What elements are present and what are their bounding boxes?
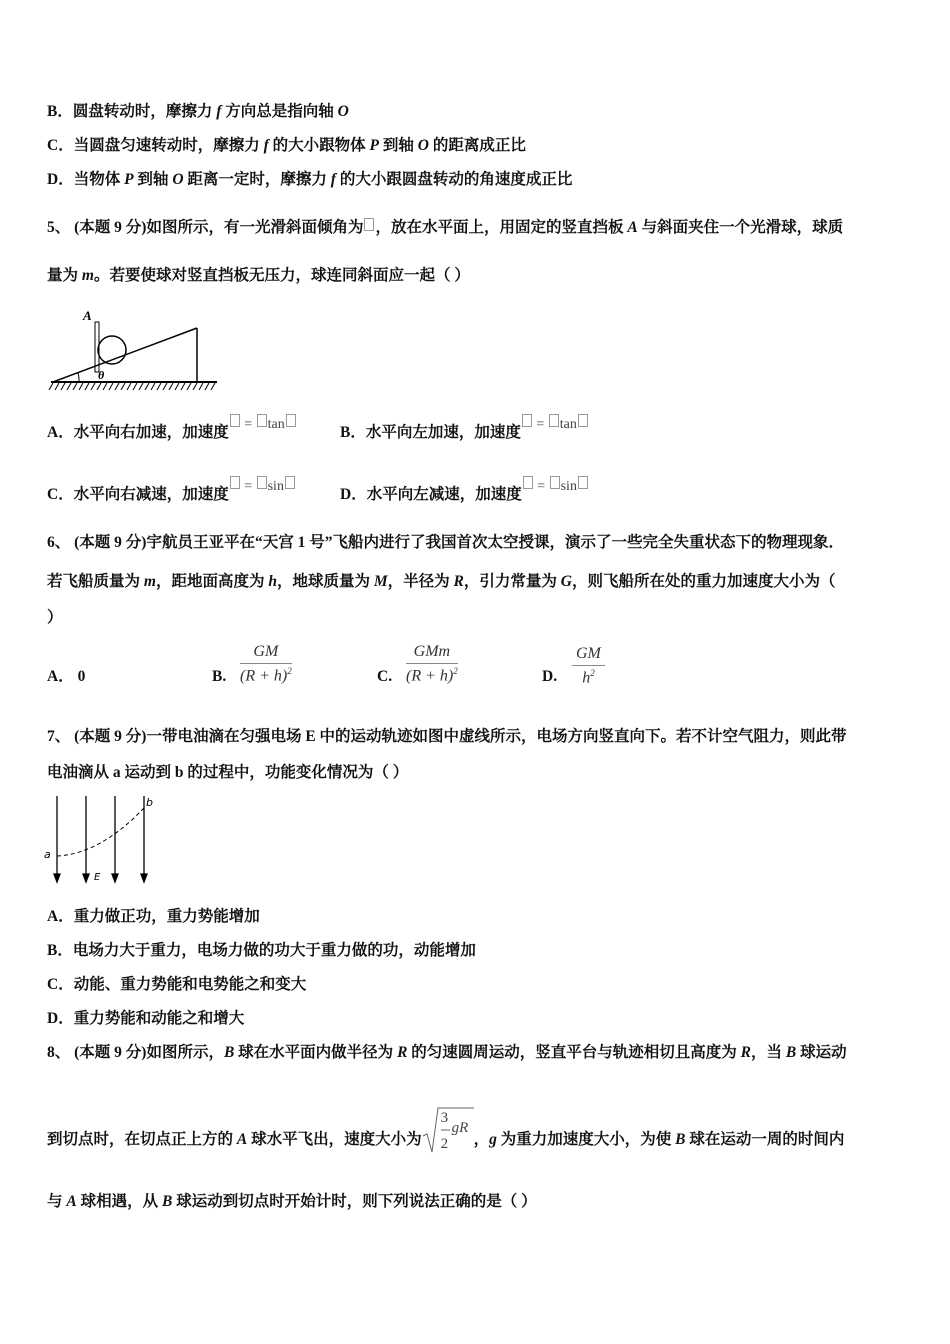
text-segment: R (397, 1044, 408, 1061)
text-segment: 球运动 (796, 1044, 847, 1061)
text-segment: 量为 (47, 267, 82, 284)
ground-hatch (181, 383, 185, 390)
text-segment: 与斜面夹住一个光滑球，球质 (637, 219, 844, 236)
denominator: (R + h) (240, 667, 288, 685)
sqrt-formula (422, 1110, 474, 1153)
text-segment: 电油滴从 a 运动到 b 的过程中，功能变化情况为（ ） (47, 764, 409, 781)
text-segment: B．电场力大于重力，电场力做的功大于重力做的功，动能增加 (47, 942, 476, 959)
denominator: h (582, 669, 591, 687)
exponent: 2 (287, 666, 292, 676)
angle-label: θ (98, 368, 105, 382)
ground-hatch (169, 383, 173, 390)
text-line (47, 218, 843, 238)
ground-hatch (61, 383, 65, 390)
numerator: GM (572, 645, 605, 666)
field-label: E (94, 872, 101, 883)
numerator: GM (240, 643, 292, 664)
ground-hatch (199, 383, 203, 390)
text-segment: 的大小跟物体 (268, 137, 370, 154)
plate-label: A (83, 308, 92, 323)
text-segment: D．当物体 (47, 171, 125, 188)
text-segment: ，当 (751, 1044, 786, 1061)
text-line (47, 102, 349, 122)
text-segment: 与 (47, 1193, 67, 1210)
text-line (47, 266, 470, 286)
ground-hatch (133, 383, 137, 390)
text-segment: A (66, 1193, 77, 1210)
text-line (47, 1009, 244, 1029)
formula: = (244, 417, 256, 432)
ground-hatch (127, 383, 131, 390)
option-text: D．水平向左减速，加速度 (340, 486, 522, 503)
incline-figure (47, 298, 222, 394)
exponent: 2 (590, 668, 595, 678)
text: B (675, 1131, 686, 1148)
option-value: 0 (77, 668, 86, 685)
ground-hatch (55, 383, 59, 390)
text-line (47, 608, 63, 628)
text-line (47, 1043, 847, 1063)
sqrt-numerator: 3 (440, 1110, 449, 1127)
text-line (47, 170, 572, 190)
missing-glyph-icon (364, 218, 374, 231)
text-segment: 的匀速圆周运动，竖直平台与轨迹相切且高度为 (407, 1044, 741, 1061)
text-segment: P (124, 171, 134, 188)
electric-field-figure (40, 792, 160, 887)
text-segment: A (627, 219, 638, 236)
text-segment: 到轴 (133, 171, 173, 188)
ground-hatch (91, 383, 95, 390)
text-segment: 的距离成正比 (428, 137, 526, 154)
ground-hatch (211, 383, 215, 390)
text: A (236, 1131, 248, 1148)
text-segment: C．当圆盘匀速转动时，摩擦力 (47, 137, 264, 154)
q6-option-c-label[interactable]: C. (377, 668, 393, 685)
text-segment: B (162, 1193, 173, 1210)
text-segment: D．重力势能和动能之和增大 (47, 1010, 245, 1027)
text-segment: m (143, 573, 156, 590)
option-text: B．水平向左加速，加速度 (340, 424, 521, 441)
text-segment: h (268, 573, 277, 590)
q5-option-b[interactable] (340, 417, 589, 444)
exponent: 2 (453, 666, 458, 676)
formula-fn: tan (559, 417, 577, 432)
text-line (47, 136, 526, 156)
point-a-label: a (44, 848, 51, 861)
text-segment: 球在水平面内做半径为 (234, 1044, 398, 1061)
ground-hatch (193, 383, 197, 390)
text-segment: 球相遇，从 (76, 1193, 162, 1210)
sqrt-denominator: 2 (440, 1136, 449, 1153)
ground-hatch (97, 383, 101, 390)
q6-option-a[interactable] (47, 667, 85, 687)
text-segment: 若飞船质量为 (47, 573, 144, 590)
formula-fn: sin (267, 479, 284, 494)
ground-hatch (175, 383, 179, 390)
ground-hatch (121, 383, 125, 390)
text-segment: ，引力常量为 (463, 573, 561, 590)
text-segment: 距离一定时，摩擦力 (183, 171, 331, 188)
text-line (47, 1192, 537, 1212)
q5-option-d[interactable] (340, 479, 589, 506)
q6-option-c-formula (406, 643, 458, 685)
q6-option-b-formula (240, 643, 292, 685)
q5-option-a[interactable] (47, 417, 297, 444)
text-segment: P (369, 137, 379, 154)
ground-hatch (103, 383, 107, 390)
text-segment: M (373, 573, 388, 590)
text-segment: ，放在水平面上，用固定的竖直挡板 (375, 219, 628, 236)
ground-hatch (79, 383, 83, 390)
ground-hatch (139, 383, 143, 390)
text-segment: C．动能、重力势能和电势能之和变大 (47, 976, 307, 993)
text-segment: f (216, 103, 222, 120)
text-line (47, 975, 306, 995)
option-text: A．水平向右加速，加速度 (47, 424, 229, 441)
q6-option-d-label[interactable]: D. (542, 668, 558, 685)
q6-option-b-label[interactable]: B. (212, 668, 227, 685)
formula-fn: tan (267, 417, 285, 432)
text-segment: B (223, 1044, 235, 1061)
text-segment: ，半径为 (387, 573, 454, 590)
text-segment: O (417, 137, 429, 154)
text: g (489, 1131, 497, 1148)
text-segment: 。若要使球对竖直挡板无压力，球连同斜面应一起（ ） (93, 267, 470, 284)
formula: = (244, 479, 256, 494)
option-text: C．水平向右减速，加速度 (47, 486, 229, 503)
ground-hatch (73, 383, 77, 390)
text-segment: O (337, 103, 349, 120)
text-segment: R (740, 1044, 752, 1061)
ground-hatch (85, 383, 89, 390)
option-label: A． (47, 668, 74, 685)
text-line (47, 907, 260, 927)
text-line (47, 941, 476, 961)
q5-option-c[interactable] (47, 479, 296, 506)
text-segment: ） (47, 609, 63, 626)
text-segment: 8、 (本题 9 分)如图所示， (47, 1044, 224, 1061)
text-line (47, 763, 408, 783)
text: 球在运动一周的时间内 (685, 1131, 845, 1148)
ground-hatch (145, 383, 149, 390)
denominator: (R + h) (406, 667, 454, 685)
q8-line-2 (47, 1110, 845, 1153)
text-segment: B (785, 1044, 797, 1061)
text-line (47, 572, 836, 592)
text-segment: 6、 (本题 9 分)宇航员王亚平在“天宫 1 号”飞船内进行了我国首次太空授课，演示了一些完全失重状态下的物理现象． (47, 534, 844, 551)
text-segment: ，则飞船所在处的重力加速度大小为（ (571, 573, 836, 590)
point-b-label: b (146, 796, 153, 809)
text-segment: O (172, 171, 184, 188)
text-segment: ，距地面高度为 (155, 573, 269, 590)
formula: = (536, 417, 548, 432)
text-segment: 方向总是指向轴 (221, 103, 338, 120)
text-segment: B．圆盘转动时，摩擦力 (47, 103, 217, 120)
text: 到切点时，在切点正上方的 (47, 1131, 237, 1148)
q6-option-d-formula (572, 645, 605, 687)
ground-hatch (109, 383, 113, 390)
text-segment: 5、 (本题 9 分)如图所示，有一光滑斜面倾角为 (47, 219, 364, 236)
text-segment: G (560, 573, 572, 590)
text-segment: ，地球质量为 (276, 573, 374, 590)
ground-hatch (151, 383, 155, 390)
text-segment: 的大小跟圆盘转动的角速度成正比 (335, 171, 573, 188)
text-line (47, 533, 844, 553)
ground-hatch (67, 383, 71, 390)
text-segment: 到轴 (378, 137, 418, 154)
text-segment: R (453, 573, 464, 590)
ground-hatch (157, 383, 161, 390)
numerator: GMm (406, 643, 458, 664)
ground-hatch (187, 383, 191, 390)
text-segment: f (263, 137, 269, 154)
ground-hatch (205, 383, 209, 390)
formula: = (537, 479, 549, 494)
text-segment: A．重力做正功，重力势能增加 (47, 908, 260, 925)
text-segment: m (81, 267, 94, 284)
text-segment: 7、 (本题 9 分)一带电油滴在匀强电场 E 中的运动轨迹如图中虚线所示，电场方向竖直向下。若不计空气阻力，则此带 (47, 728, 847, 745)
ground-hatch (115, 383, 119, 390)
formula-fn: sin (560, 479, 577, 494)
text-line (47, 727, 847, 747)
text-segment: f (330, 171, 336, 188)
sqrt-gR: gR (451, 1120, 469, 1137)
ground-hatch (163, 383, 167, 390)
text-segment: 球运动到切点时开始计时，则下列说法正确的是（ ） (172, 1193, 537, 1210)
ground-hatch (49, 383, 53, 390)
text: ， (473, 1131, 490, 1148)
text: 球水平飞出，速度大小为 (247, 1131, 422, 1148)
text: 为重力加速度大小，为使 (496, 1131, 676, 1148)
